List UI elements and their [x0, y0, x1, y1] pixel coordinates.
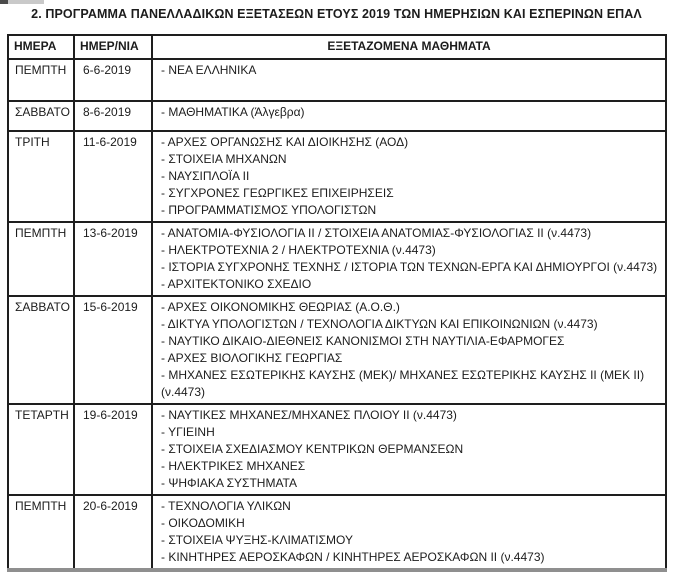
subject-line: - ΜΑΘΗΜΑΤΙΚΑ (Άλγεβρα): [161, 105, 305, 119]
date-cell: 13-6-2019: [74, 222, 152, 296]
subject-line: - ΣΤΟΙΧΕΙΑ ΨΥΞΗΣ-ΚΛΙΜΑΤΙΣΜΟΥ: [161, 533, 353, 547]
page-title: 2. ΠΡΟΓΡΑΜΜΑ ΠΑΝΕΛΛΑΔΙΚΩΝ ΕΞΕΤΑΣΕΩΝ ΕΤΟΥΣ 2019 ΤΩΝ ΗΜΕΡΗΣΙΩΝ ΚΑΙ ΕΣΠΕΡΙΝΩΝ ΕΠΑΛ: [31, 7, 642, 21]
schedule-body: [8, 59, 666, 570]
day-cell: ΤΡΙΤΗ: [8, 131, 74, 222]
scan-artifact: [0, 0, 44, 4]
header-row: [8, 35, 666, 59]
subject-line: - ΚΙΝΗΤΗΡΕΣ ΑΕΡΟΣΚΑΦΩΝ / ΚΙΝΗΤΗΡΕΣ ΑΕΡΟΣΚΑΦΩΝ II (ν.4473): [161, 550, 545, 564]
day-cell: ΣΑΒΒΑΤΟ: [8, 296, 74, 404]
subjects-cell: [152, 101, 666, 131]
day-cell: ΠΕΜΠΤΗ: [8, 59, 74, 101]
header-subjects: ΕΞΕΤΑΖΟΜΕΝΑ ΜΑΘΗΜΑΤΑ: [152, 35, 666, 59]
subject-line: - ΤΕΧΝΟΛΟΓΙΑ ΥΛΙΚΩΝ: [161, 499, 291, 513]
subject-line: - ΝΕΑ ΕΛΛΗΝΙΚΑ: [161, 63, 257, 77]
date-cell: 8-6-2019: [74, 101, 152, 131]
header-date: ΗΜΕΡ/ΝΙΑ: [74, 35, 152, 59]
subject-line: - ΥΓΙΕΙΝΗ: [161, 425, 215, 439]
subject-line: - ΣΤΟΙΧΕΙΑ ΜΗΧΑΝΩΝ: [161, 152, 287, 166]
subject-line: - ΗΛΕΚΤΡΙΚΕΣ ΜΗΧΑΝΕΣ: [161, 459, 306, 473]
subject-line: - ΣΥΓΧΡΟΝΕΣ ΓΕΩΡΓΙΚΕΣ ΕΠΙΧΕΙΡΗΣΕΙΣ: [161, 186, 394, 200]
subject-line: - ΑΡΧΕΣ ΟΙΚΟΝΟΜΙΚΗΣ ΘΕΩΡΙΑΣ (Α.Ο.Θ.): [161, 300, 400, 314]
table-row: [8, 59, 666, 101]
subject-line: - ΗΛΕΚΤΡΟΤΕΧΝΙΑ 2 / ΗΛΕΚΤΡΟΤΕΧΝΙΑ (ν.4473): [161, 243, 436, 257]
date-cell: 11-6-2019: [74, 131, 152, 222]
subject-line: - ΜΗΧΑΝΕΣ ΕΣΩΤΕΡΙΚΗΣ ΚΑΥΣΗΣ (ΜΕΚ)/ ΜΗΧΑΝΕΣ ΕΣΩΤΕΡΙΚΗΣ ΚΑΥΣΗΣ II (ΜΕΚ II): [161, 368, 645, 382]
subjects-cell: [152, 131, 666, 222]
subjects-cell: [152, 59, 666, 101]
subject-line: - ΑΡΧΕΣ ΒΙΟΛΟΓΙΚΗΣ ΓΕΩΡΓΙΑΣ: [161, 351, 343, 365]
subject-line: - ΔΙΚΤΥΑ ΥΠΟΛΟΓΙΣΤΩΝ / ΤΕΧΝΟΛΟΓΙΑ ΔΙΚΤΥΩΝ ΚΑΙ ΕΠΙΚΟΙΝΩΝΙΩΝ (ν.4473): [161, 317, 598, 331]
subjects-cell: [152, 296, 666, 404]
date-cell: 19-6-2019: [74, 404, 152, 495]
date-cell: 6-6-2019: [74, 59, 152, 101]
subjects-cell: [152, 404, 666, 495]
subject-line: - ΑΝΑΤΟΜΙΑ-ΦΥΣΙΟΛΟΓΙΑ II / ΣΤΟΙΧΕΙΑ ΑΝΑΤΟΜΙΑΣ-ΦΥΣΙΟΛΟΓΙΑΣ II (ν.4473): [161, 226, 592, 240]
date-cell: 15-6-2019: [74, 296, 152, 404]
subject-line: - ΙΣΤΟΡΙΑ ΣΥΓΧΡΟΝΗΣ ΤΕΧΝΗΣ / ΙΣΤΟΡΙΑ ΤΩΝ ΤΕΧΝΩΝ-ΕΡΓΑ ΚΑΙ ΔΗΜΙΟΥΡΓΟΙ (ν.4473): [161, 260, 658, 274]
subject-line: - ΟΙΚΟΔΟΜΙΚΗ: [161, 516, 245, 530]
subjects-cell: [152, 222, 666, 296]
table-row: [8, 404, 666, 495]
day-cell: ΤΕΤΑΡΤΗ: [8, 404, 74, 495]
day-cell: ΠΕΜΠΤΗ: [8, 222, 74, 296]
day-cell: ΠΕΜΠΤΗ: [8, 495, 74, 570]
subject-line: - ΑΡΧΙΤΕΚΤΟΝΙΚΟ ΣΧΕΔΙΟ: [161, 277, 312, 291]
date-cell: 20-6-2019: [74, 495, 152, 570]
subject-line: - ΨΗΦΙΑΚΑ ΣΥΣΤΗΜΑΤΑ: [161, 476, 298, 490]
table-row: [8, 131, 666, 222]
subject-line: - ΑΡΧΕΣ ΟΡΓΑΝΩΣΗΣ ΚΑΙ ΔΙΟΙΚΗΣΗΣ (ΑΟΔ): [161, 135, 409, 149]
subject-line: - ΝΑΥΤΙΚΟ ΔΙΚΑΙΟ-ΔΙΕΘΝΕΙΣ ΚΑΝΟΝΙΣΜΟΙ ΣΤΗ ΝΑΥΤΙΛΙΑ-ΕΦΑΡΜΟΓΕΣ: [161, 334, 565, 348]
day-cell: ΣΑΒΒΑΤΟ: [8, 101, 74, 131]
header-day: ΗΜΕΡΑ: [8, 35, 74, 59]
subject-line: (ν.4473): [161, 385, 206, 399]
subject-line: - ΝΑΥΣΙΠΛΟΪΑ II: [161, 169, 250, 183]
subject-line: - ΝΑΥΤΙΚΕΣ ΜΗΧΑΝΕΣ/ΜΗΧΑΝΕΣ ΠΛΟΙΟΥ II (ν.4473): [161, 408, 457, 422]
subject-line: - ΠΡΟΓΡΑΜΜΑΤΙΣΜΟΣ ΥΠΟΛΟΓΙΣΤΩΝ: [161, 203, 377, 217]
table-row: [8, 296, 666, 404]
table-row: [8, 222, 666, 296]
table-row: [8, 101, 666, 131]
exam-schedule-table: [7, 34, 667, 572]
subject-line: - ΣΤΟΙΧΕΙΑ ΣΧΕΔΙΑΣΜΟΥ ΚΕΝΤΡΙΚΩΝ ΘΕΡΜΑΝΣΕΩΝ: [161, 442, 464, 456]
